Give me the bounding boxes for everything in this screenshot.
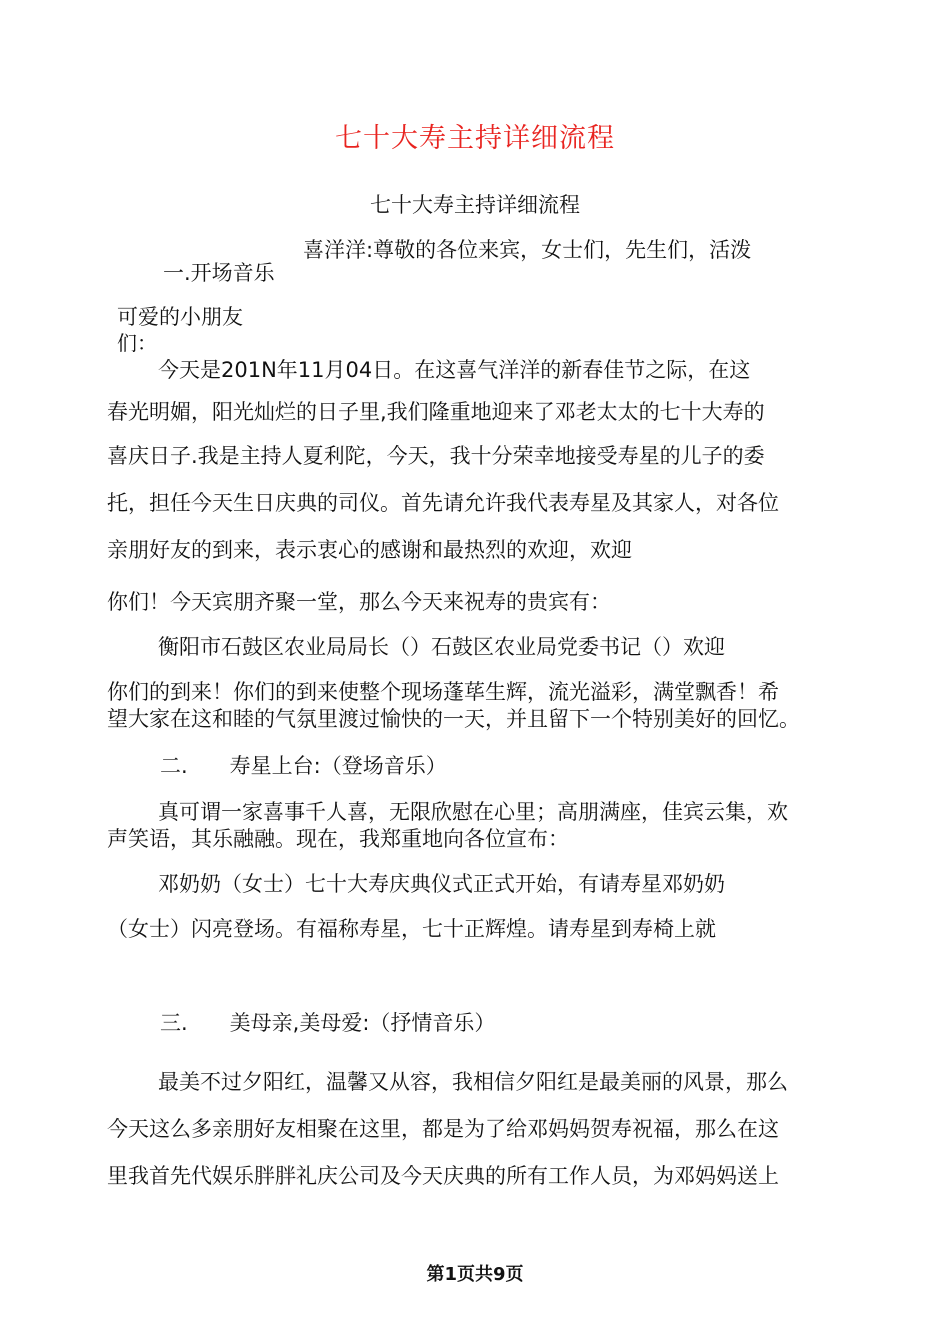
paragraph-line: 你们！今天宾朋齐聚一堂，那么今天来祝寿的贵宾有： bbox=[107, 590, 611, 614]
paragraph-line: 们： bbox=[117, 331, 157, 355]
paragraph-line: 今天是201N年11月04日。在这喜气洋洋的新春佳节之际，在这 bbox=[158, 358, 751, 382]
paragraph-line: 你们的到来！你们的到来使整个现场蓬荜生辉，流光溢彩，满堂飘香！希 bbox=[107, 680, 779, 704]
paragraph-line: 喜庆日子.我是主持人夏利陀，今天，我十分荣幸地接受寿星的儿子的委 bbox=[107, 444, 765, 468]
document-subtitle: 七十大寿主持详细流程 bbox=[370, 193, 580, 217]
page-number: 第1页共9页 bbox=[426, 1264, 524, 1285]
paragraph-line: 衡阳市石鼓区农业局局长（）石鼓区农业局党委书记（）欢迎 bbox=[158, 635, 725, 659]
paragraph-line: 邓奶奶（女士）七十大寿庆典仪式正式开始，有请寿星邓奶奶 bbox=[158, 872, 725, 896]
paragraph-line: 最美不过夕阳红，温馨又从容，我相信夕阳红是最美丽的风景，那么 bbox=[158, 1070, 788, 1094]
paragraph-line: 望大家在这和睦的气氛里渡过愉快的一天，并且留下一个特别美好的回忆。 bbox=[107, 707, 800, 731]
paragraph-line: 里我首先代娱乐胖胖礼庆公司及今天庆典的所有工作人员，为邓妈妈送上 bbox=[107, 1164, 779, 1188]
paragraph-line: （女士）闪亮登场。有福称寿星，七十正辉煌。请寿星到寿椅上就 bbox=[107, 917, 716, 941]
section-heading: 一.开场音乐 bbox=[163, 261, 275, 285]
paragraph-line: 春光明媚，阳光灿烂的日子里,我们隆重地迎来了邓老太太的七十大寿的 bbox=[107, 400, 765, 424]
paragraph-line: 真可谓一家喜事千人喜，无限欣慰在心里；高朋满座，佳宾云集，欢 bbox=[158, 800, 788, 824]
paragraph-line: 今天这么多亲朋好友相聚在这里，都是为了给邓妈妈贺寿祝福，那么在这 bbox=[107, 1117, 779, 1141]
document-title: 七十大寿主持详细流程 bbox=[335, 123, 615, 154]
paragraph-line: 亲朋好友的到来，表示衷心的感谢和最热烈的欢迎，欢迎 bbox=[107, 538, 632, 562]
paragraph-line: 可爱的小朋友 bbox=[117, 305, 243, 329]
section-heading: 三. 美母亲,美母爱:（抒情音乐） bbox=[160, 1011, 496, 1035]
paragraph-line: 托，担任今天生日庆典的司仪。首先请允许我代表寿星及其家人，对各位 bbox=[107, 491, 779, 515]
section-heading: 二. 寿星上台:（登场音乐） bbox=[160, 754, 447, 778]
paragraph-line: 声笑语，其乐融融。现在，我郑重地向各位宣布： bbox=[107, 827, 569, 851]
paragraph-line: 喜洋洋:尊敬的各位来宾，女士们，先生们，活泼 bbox=[303, 238, 752, 262]
